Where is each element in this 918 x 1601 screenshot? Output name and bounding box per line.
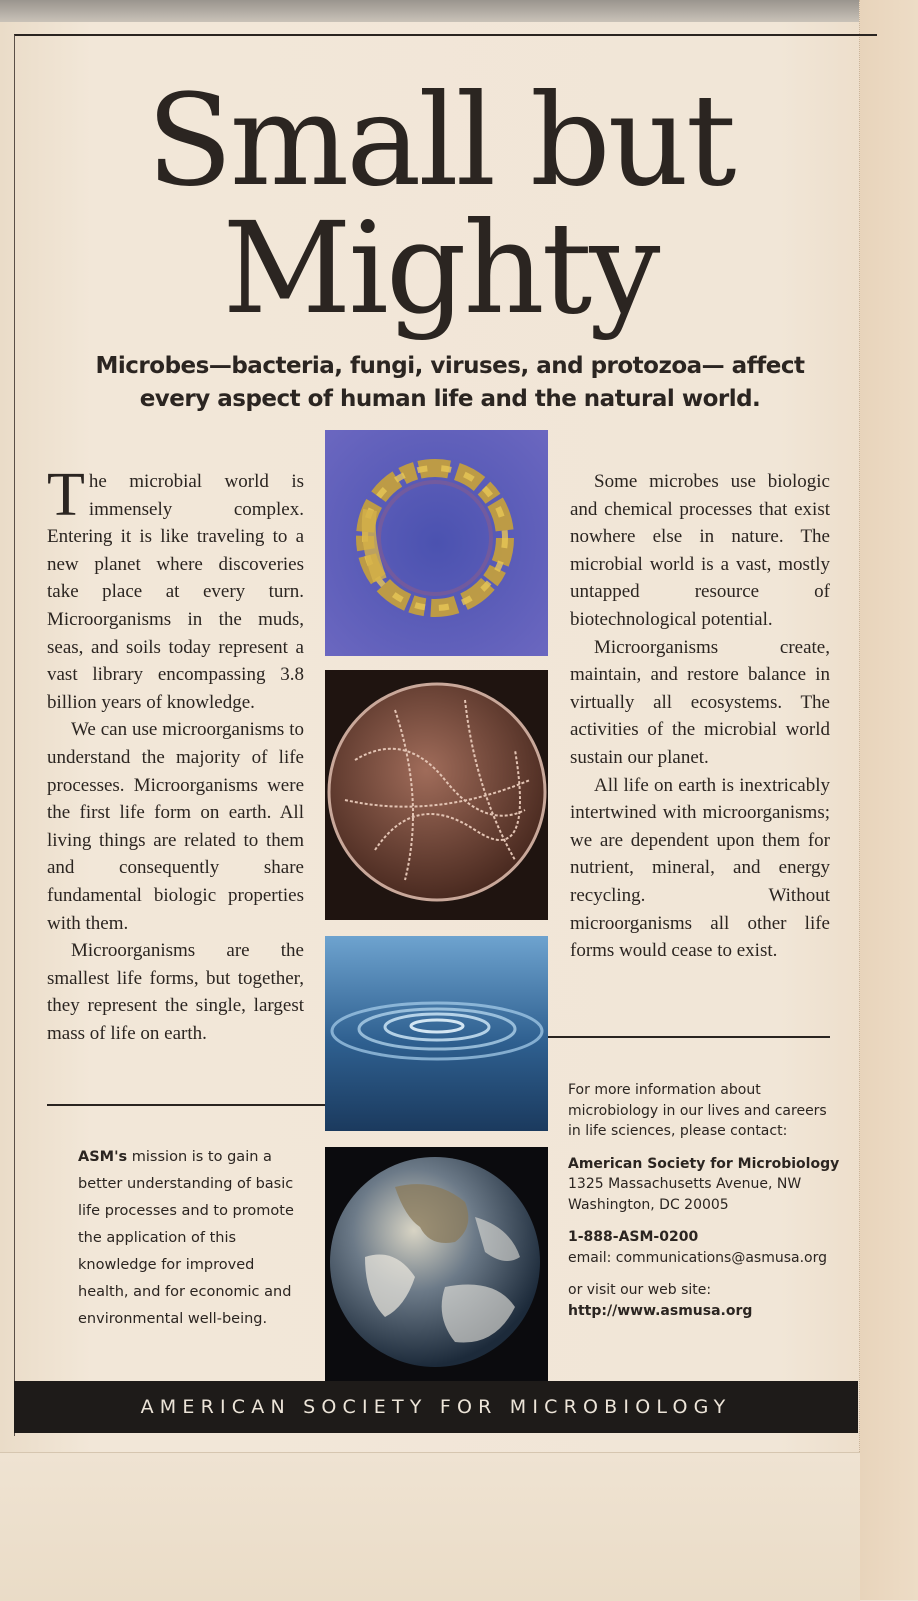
- drop-cap: T: [47, 461, 85, 529]
- contact-address-line-2: Washington, DC 20005: [568, 1196, 729, 1213]
- headline-line-2: Mighty: [222, 195, 658, 342]
- right-paragraph-1: Some microbes use biologic and chemical processes that exist nowhere else in nature. The microbial world is a vast, mostly untapped resource of biotechnological potential.: [570, 471, 830, 630]
- left-divider-rule: [47, 1104, 325, 1106]
- left-paragraph-1-text: he microbial world is immensely complex. Entering it is like traveling to a new planet where discoveries take place at every turn. Microorganisms in the muds, seas, and soils today represent a vast library encompassing 3.8 billion years of knowledge.: [47, 471, 304, 713]
- top-edge-strip: [0, 0, 860, 22]
- paper-bottom-margin: [0, 1452, 860, 1601]
- left-paragraph-3: Microorganisms are the smallest life forms, but together, they represent the single, largest mass of life on earth.: [47, 940, 304, 1044]
- petri-dish-photo: [325, 670, 548, 920]
- water-ripple-photo: [325, 936, 548, 1131]
- contact-org-name: American Society for Microbiology: [568, 1155, 840, 1172]
- footer-organization-name: AMERICAN SOCIETY FOR MICROBIOLOGY: [140, 1396, 732, 1418]
- left-column: [47, 461, 304, 1047]
- contact-block: [568, 1080, 843, 1321]
- left-paragraph-2: We can use microorganisms to understand the majority of life processes. Microorganisms were the first life form on earth. All living things are related to them and consequently share fundamental biologic properties with them.: [47, 719, 304, 934]
- contact-web-url: http://www.asmusa.org: [568, 1302, 753, 1319]
- contact-intro: For more information about microbiology in our lives and careers in life sciences, please contact:: [568, 1082, 827, 1139]
- bacterial-colony-ring-photo: [325, 430, 548, 656]
- right-paragraph-3: All life on earth is inextricably intertwined with microorganisms; we are dependent upon them for nutrient, mineral, and energy recycling. Without microorganisms all other life forms would cease to exist.: [570, 774, 830, 962]
- contact-email: email: communications@asmusa.org: [568, 1249, 828, 1266]
- left-paragraph-1: [47, 461, 304, 716]
- mission-org: ASM's: [78, 1149, 128, 1165]
- right-paragraph-2: Microorganisms create, maintain, and restore balance in virtually all ecosystems. The activities of the microbial world sustain our planet.: [570, 636, 830, 768]
- mission-text: mission is to gain a better understanding of basic life processes and to promote the application of this knowledge for improved health, and for economic and environmental well-being.: [78, 1149, 294, 1327]
- contact-address-line-1: 1325 Massachusetts Avenue, NW: [568, 1176, 802, 1192]
- subheadline: Microbes—bacteria, fungi, viruses, and protozoa— affect every aspect of human life and the natural world.: [95, 353, 805, 412]
- right-column: [570, 468, 830, 965]
- contact-phone-email: [568, 1227, 843, 1268]
- headline-line-1: Small but: [146, 67, 734, 214]
- mission-statement: [78, 1144, 308, 1333]
- contact-phone: 1-888-ASM-0200: [568, 1229, 699, 1245]
- earth-globe-photo: [325, 1147, 548, 1382]
- contact-web-intro: or visit our web site:: [568, 1282, 712, 1298]
- right-divider-rule: [548, 1036, 830, 1038]
- contact-address: [568, 1154, 843, 1216]
- contact-web: [568, 1280, 843, 1321]
